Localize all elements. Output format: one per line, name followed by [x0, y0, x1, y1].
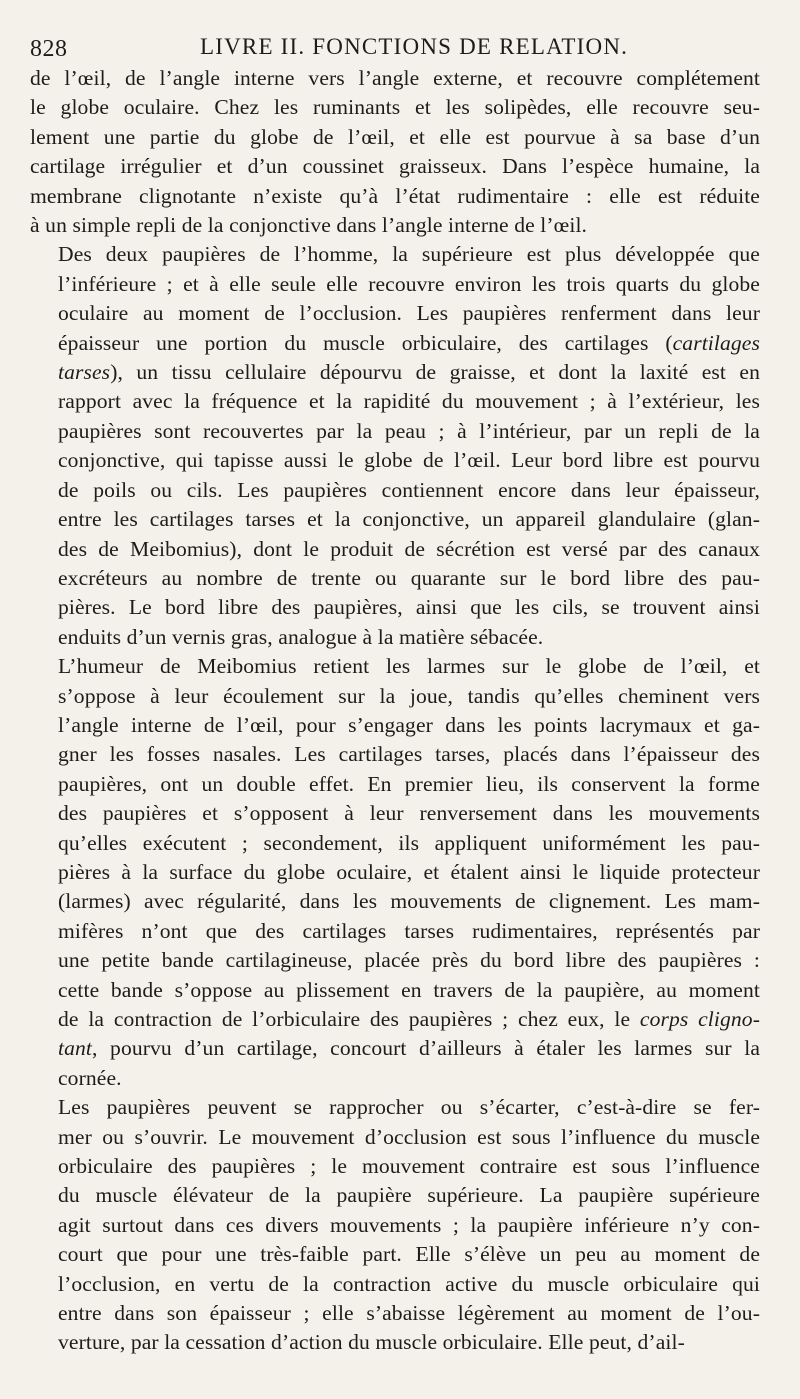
- text-line: oculaire au moment de l’occlusion. Les paupières renferment dans leur: [58, 301, 760, 326]
- text-line: qu’elles exécutent ; secondement, ils appliquent uniformément les pau-: [58, 830, 760, 855]
- text-line: L’humeur de Meibomius retient les larmes sur le globe de l’œil, et: [58, 654, 760, 679]
- text-line: membrane clignotante n’existe qu’à l’état rudimentaire : elle est réduite: [30, 183, 760, 208]
- paragraph: [30, 64, 760, 240]
- text-line: lement une partie du globe de l’œil, et elle est pourvue à sa base d’un: [30, 124, 760, 149]
- text-line: cornée.: [58, 1065, 122, 1090]
- text-line: de l’œil, de l’angle interne vers l’angle externe, et recouvre complétement: [30, 66, 760, 90]
- text-line: tant, pourvu d’un cartilage, concourt d’ailleurs à étaler les larmes sur la: [58, 1036, 760, 1061]
- text-line: de la contraction de l’orbiculaire des paupières ; chez eux, le corps cligno-: [58, 1007, 760, 1031]
- text-line: cartilage irrégulier et d’un coussinet graisseux. Dans l’espèce humaine, la: [30, 154, 760, 179]
- page-number: 828: [30, 36, 68, 62]
- paragraph: [30, 240, 760, 652]
- text-line: orbiculaire des paupières ; le mouvement contraire est sous l’influence: [58, 1154, 760, 1179]
- text-line: court que pour une très-faible part. Elle s’élève un peu au moment de: [58, 1242, 760, 1267]
- text-line: l’inférieure ; et à elle seule elle recouvre environ les trois quarts du globe: [58, 271, 760, 296]
- text-line: l’occlusion, en vertu de la contraction active du muscle orbiculaire qui: [58, 1271, 760, 1296]
- text-line: entre les cartilages tarses et la conjonctive, un appareil glandulaire (glan-: [58, 507, 760, 532]
- text-line: enduits d’un vernis gras, analogue à la matière sébacée.: [58, 624, 544, 649]
- text-line: paupières, ont un double effet. En premier lieu, ils conservent la forme: [58, 771, 760, 796]
- text-line: tarses), un tissu cellulaire dépourvu de graisse, et dont la laxité est en: [58, 360, 760, 385]
- running-title: LIVRE II. FONCTIONS DE RELATION.: [200, 34, 629, 59]
- text-line: conjonctive, qui tapisse aussi le globe de l’œil. Leur bord libre est pourvu: [58, 448, 760, 473]
- text-line: s’oppose à leur écoulement sur la joue, tandis qu’elles cheminent vers: [58, 683, 760, 708]
- text-line: le globe oculaire. Chez les ruminants et les solipèdes, elle recouvre seu-: [30, 95, 760, 120]
- text-line: du muscle élévateur de la paupière supérieure. La paupière supérieure: [58, 1183, 760, 1208]
- text-line: mifères n’ont que des cartilages tarses rudimentaires, représentés par: [58, 918, 760, 943]
- text-line: Des deux paupières de l’homme, la supérieure est plus développée que: [58, 242, 760, 267]
- text-line: de poils ou cils. Les paupières contiennent encore dans leur épaisseur,: [58, 477, 760, 502]
- body-text: [30, 64, 760, 1358]
- text-line: pières à la surface du globe oculaire, et étalent ainsi le liquide protecteur: [58, 859, 760, 884]
- text-line: agit surtout dans ces divers mouvements ; la paupière inférieure n’y con-: [58, 1212, 760, 1237]
- text-line: des de Meibomius), dont le produit de sécrétion est versé par des canaux: [58, 536, 760, 561]
- text-line: mer ou s’ouvrir. Le mouvement d’occlusion est sous l’influence du muscle: [58, 1124, 760, 1149]
- text-line: pières. Le bord libre des paupières, ainsi que les cils, se trouvent ainsi: [58, 595, 760, 620]
- text-line: l’angle interne de l’œil, pour s’engager dans les points lacrymaux et ga-: [58, 712, 760, 737]
- text-line: entre dans son épaisseur ; elle s’abaisse légèrement au moment de l’ou-: [58, 1301, 760, 1326]
- text-line: Les paupières peuvent se rapprocher ou s’écarter, c’est-à-dire se fer-: [58, 1095, 760, 1120]
- text-line: excréteurs au nombre de trente ou quarante sur le bord libre des pau-: [58, 565, 760, 590]
- text-line: à un simple repli de la conjonctive dans l’angle interne de l’œil.: [30, 213, 588, 238]
- page-header: [30, 30, 760, 64]
- text-line: des paupières et s’opposent à leur renversement dans les mouvements: [58, 801, 760, 826]
- paragraph: [30, 1093, 760, 1358]
- text-line: (larmes) avec régularité, dans les mouvements de clignement. Les mam-: [58, 889, 760, 914]
- text-line: cette bande s’oppose au plissement en travers de la paupière, au moment: [58, 977, 760, 1002]
- text-line: épaisseur une portion du muscle orbiculaire, des cartilages (cartilages: [58, 330, 760, 355]
- text-line: verture, par la cessation d’action du muscle orbiculaire. Elle peut, d’ail-: [58, 1330, 685, 1355]
- text-line: une petite bande cartilagineuse, placée près du bord libre des paupières :: [58, 948, 760, 973]
- text-line: rapport avec la fréquence et la rapidité du mouvement ; à l’extérieur, les: [58, 389, 760, 414]
- paragraph: [30, 652, 760, 1093]
- text-line: gner les fosses nasales. Les cartilages tarses, placés dans l’épaisseur des: [58, 742, 760, 767]
- text-line: paupières sont recouvertes par la peau ; à l’intérieur, par un repli de la: [58, 418, 760, 443]
